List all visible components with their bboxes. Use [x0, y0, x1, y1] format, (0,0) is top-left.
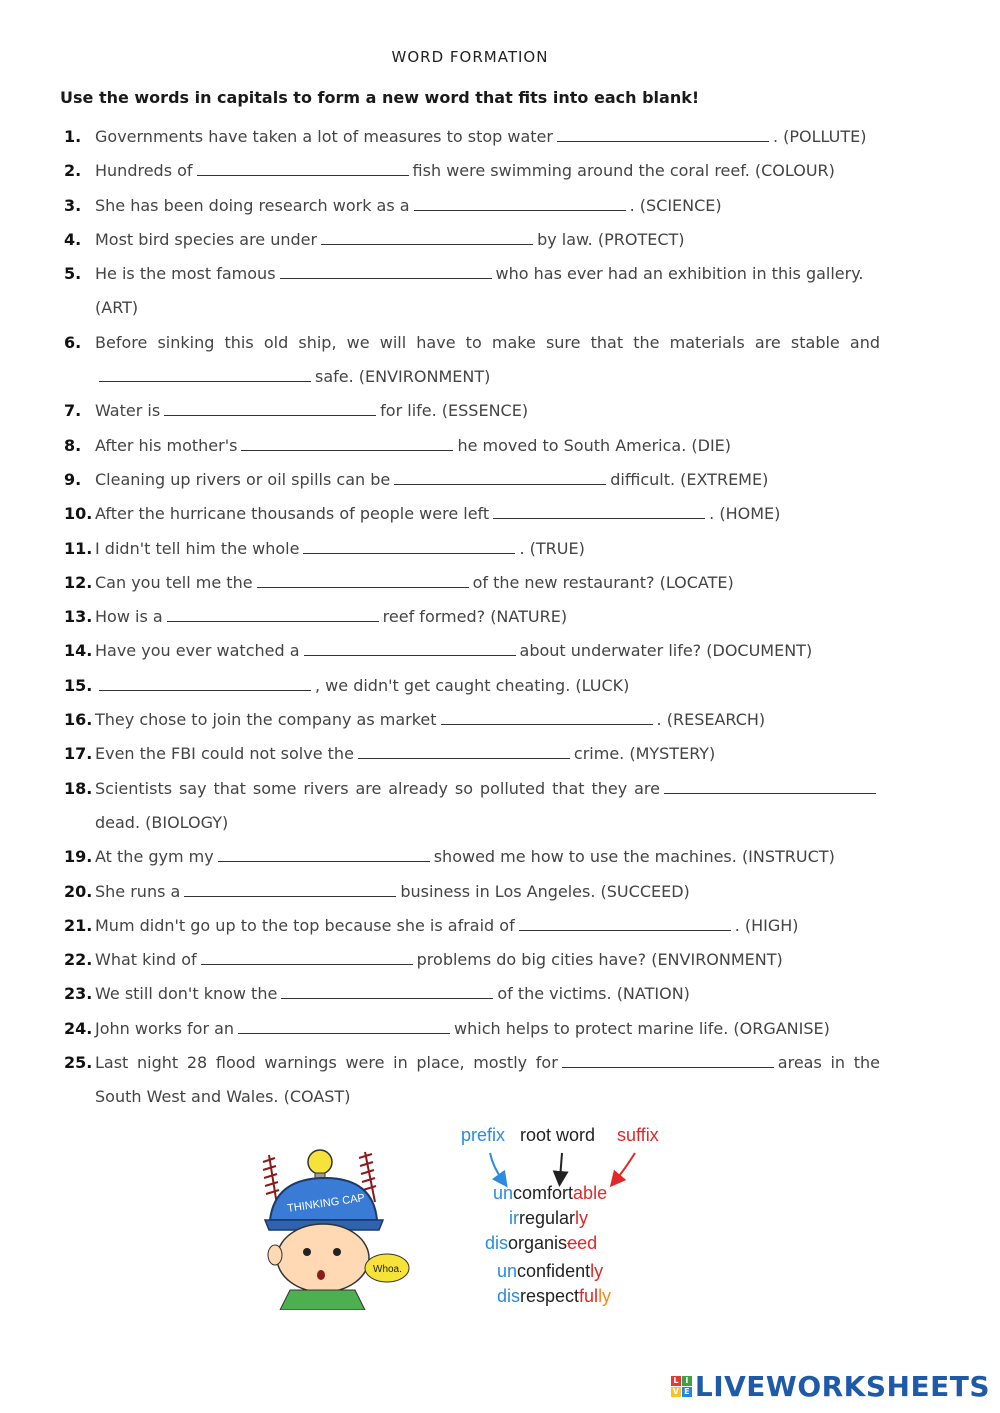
answer-blank[interactable]: [238, 1019, 450, 1034]
worksheet-title: WORD FORMATION: [391, 48, 549, 66]
answer-blank[interactable]: [197, 161, 409, 176]
question-text-before: Before sinking this old ship, we will have to make sure that the materials are stable and: [95, 332, 880, 352]
answer-blank[interactable]: [167, 607, 379, 622]
speech-bubble: Whoa.: [373, 1264, 402, 1275]
question-item: [60, 189, 880, 223]
answer-blank[interactable]: [519, 916, 731, 931]
question-number: 16.: [64, 710, 93, 730]
answer-blank[interactable]: [201, 950, 413, 965]
answer-blank[interactable]: [303, 539, 515, 554]
question-item: [60, 429, 880, 463]
question-text-after: problems do big cities have? (ENVIRONMENT): [416, 950, 783, 970]
question-number: 10.: [64, 504, 93, 524]
question-text-before: Water is: [95, 401, 161, 421]
question-number: 20.: [64, 881, 93, 901]
example-word-2: irregularly: [509, 1208, 589, 1228]
question-number: 1.: [64, 127, 82, 146]
question-number: 25.: [64, 1053, 93, 1073]
answer-blank[interactable]: [394, 470, 606, 485]
question-item: [60, 1046, 880, 1115]
logo-badge-icon: L I V E: [671, 1376, 692, 1397]
question-item: [60, 326, 880, 395]
question-text-after: showed me how to use the machines. (INSTRUCT): [433, 847, 835, 867]
thinking-cap-cartoon: [255, 1140, 415, 1310]
question-text-before: Mum didn't go up to the top because she is afraid of: [95, 915, 515, 935]
question-text-after: , we didn't get caught cheating. (LUCK): [315, 675, 630, 695]
answer-blank[interactable]: [562, 1053, 774, 1068]
question-item: [60, 463, 880, 497]
example-word-3: disorganiseed: [485, 1233, 598, 1253]
suffix-arrow: [615, 1153, 635, 1181]
question-text-before: Hundreds of: [95, 161, 193, 181]
answer-blank[interactable]: [99, 676, 311, 691]
answer-blank[interactable]: [257, 573, 469, 588]
question-text-before: How is a: [95, 607, 163, 627]
answer-blank[interactable]: [304, 641, 516, 656]
question-number: 8.: [64, 435, 82, 455]
question-item: [60, 703, 880, 737]
question-number: 11.: [64, 538, 93, 558]
question-number: 12.: [64, 572, 93, 592]
suffix-label: suffix: [617, 1125, 659, 1145]
question-item: [60, 497, 880, 531]
question-text-after: dead. (BIOLOGY): [95, 812, 229, 832]
answer-blank[interactable]: [218, 847, 430, 862]
answer-blank[interactable]: [493, 504, 705, 519]
question-number: 7.: [64, 401, 82, 421]
question-text-before: After his mother's: [95, 435, 238, 455]
question-text-before: They chose to join the company as market: [95, 710, 437, 730]
word-parts-diagram: [455, 1125, 685, 1315]
question-text-after: business in Los Angeles. (SUCCEED): [400, 881, 690, 901]
question-text-before: At the gym my: [95, 847, 214, 867]
logo-text: LIVEWORKSHEETS: [694, 1370, 990, 1403]
question-text-after: which helps to protect marine life. (ORGANISE): [454, 1018, 830, 1038]
question-text-before: What kind of: [95, 950, 197, 970]
question-item: [60, 394, 880, 428]
answer-blank[interactable]: [99, 367, 311, 382]
question-text-before: Last night 28 flood warnings were in place, mostly for: [95, 1053, 558, 1073]
question-item: [60, 120, 880, 154]
question-text-after: . (HIGH): [734, 915, 799, 935]
example-word-4: unconfidently: [497, 1261, 604, 1281]
question-item: [60, 154, 880, 188]
question-text-before: I didn't tell him the whole: [95, 538, 300, 558]
question-text-before: We still don't know the: [95, 984, 278, 1004]
question-text-after: by law. (PROTECT): [537, 229, 685, 249]
question-item: [60, 737, 880, 771]
question-item: [60, 875, 880, 909]
question-text-after: fish were swimming around the coral reef. (COLOUR): [412, 161, 835, 181]
question-text-before: After the hurricane thousands of people were left: [95, 504, 490, 524]
answer-blank[interactable]: [280, 264, 492, 279]
root-arrow: [560, 1153, 562, 1179]
question-number: 4.: [64, 229, 82, 249]
question-item: [60, 840, 880, 874]
question-number: 18.: [64, 778, 93, 798]
question-number: 6.: [64, 332, 82, 352]
question-text-after: . (HOME): [709, 504, 781, 524]
question-item: [60, 909, 880, 943]
question-item: [60, 566, 880, 600]
question-text-before: Have you ever watched a: [95, 641, 300, 661]
question-item: [60, 257, 880, 326]
question-text-before: Scientists say that some rivers are already so polluted that they are: [95, 778, 660, 798]
instruction-text: Use the words in capitals to form a new word that fits into each blank!: [60, 88, 700, 107]
question-item: [60, 634, 880, 668]
answer-blank[interactable]: [241, 436, 453, 451]
question-text-after: . (SCIENCE): [629, 195, 722, 215]
cap-label: THINKING CAP: [286, 1192, 366, 1215]
answer-blank[interactable]: [321, 230, 533, 245]
answer-blank[interactable]: [164, 401, 376, 416]
question-text-after: crime. (MYSTERY): [573, 744, 716, 764]
question-text-after: who has ever had an exhibition in this gallery. (ART): [95, 264, 864, 318]
answer-blank[interactable]: [358, 744, 570, 759]
prefix-arrow: [490, 1153, 503, 1181]
question-number: 2.: [64, 161, 82, 181]
example-word-1: uncomfortable: [493, 1183, 608, 1203]
answer-blank[interactable]: [664, 779, 876, 794]
question-item: [60, 943, 880, 977]
question-number: 17.: [64, 744, 93, 764]
cartoon-illustration: [255, 1140, 415, 1310]
question-text-after: difficult. (EXTREME): [610, 469, 769, 489]
answer-blank[interactable]: [441, 710, 653, 725]
question-item: [60, 600, 880, 634]
root-word-label: root word: [520, 1125, 596, 1145]
question-text-before: Even the FBI could not solve the: [95, 744, 354, 764]
question-number: 24.: [64, 1018, 93, 1038]
question-number: 3.: [64, 195, 82, 215]
question-number: 23.: [64, 984, 93, 1004]
question-text-after: . (TRUE): [519, 538, 585, 558]
question-text-after: safe. (ENVIRONMENT): [315, 367, 491, 387]
question-text-after: areas in the South West and Wales. (COAST): [95, 1053, 881, 1107]
question-text-before: She runs a: [95, 881, 181, 901]
question-text-after: of the victims. (NATION): [497, 984, 690, 1004]
question-text-after: reef formed? (NATURE): [382, 607, 568, 627]
prefix-label: prefix: [461, 1125, 506, 1145]
question-item: [60, 977, 880, 1011]
answer-blank[interactable]: [184, 882, 396, 897]
question-text-after: he moved to South America. (DIE): [457, 435, 732, 455]
question-text-after: about underwater life? (DOCUMENT): [519, 641, 813, 661]
answer-blank[interactable]: [281, 984, 493, 999]
question-item: [60, 532, 880, 566]
question-number: 13.: [64, 607, 93, 627]
question-text-before: John works for an: [95, 1018, 235, 1038]
question-number: 5.: [64, 264, 82, 284]
example-word-5: disrespectfully: [497, 1286, 612, 1306]
question-number: 14.: [64, 641, 93, 661]
question-text-before: Can you tell me the: [95, 572, 253, 592]
question-number: 22.: [64, 950, 93, 970]
question-item: [60, 669, 880, 703]
question-list: [60, 120, 880, 1115]
answer-blank[interactable]: [414, 196, 626, 211]
question-text-before: He is the most famous: [95, 264, 276, 284]
question-item: [60, 223, 880, 257]
question-text-after: . (POLLUTE): [772, 127, 867, 146]
question-text-before: Most bird species are under: [95, 229, 318, 249]
question-text-after: of the new restaurant? (LOCATE): [472, 572, 734, 592]
question-text-after: for life. (ESSENCE): [380, 401, 529, 421]
question-number: 15.: [64, 675, 93, 695]
question-number: 9.: [64, 469, 82, 489]
liveworksheets-logo: [671, 1370, 990, 1403]
question-number: 21.: [64, 915, 93, 935]
question-text-before: She has been doing research work as a: [95, 195, 410, 215]
question-text-before: Cleaning up rivers or oil spills can be: [95, 469, 391, 489]
question-number: 19.: [64, 847, 93, 867]
answer-blank[interactable]: [557, 127, 769, 142]
question-text-before: Governments have taken a lot of measures to stop water: [95, 127, 553, 146]
question-item: [60, 772, 880, 841]
question-text-after: . (RESEARCH): [656, 710, 766, 730]
question-item: [60, 1012, 880, 1046]
